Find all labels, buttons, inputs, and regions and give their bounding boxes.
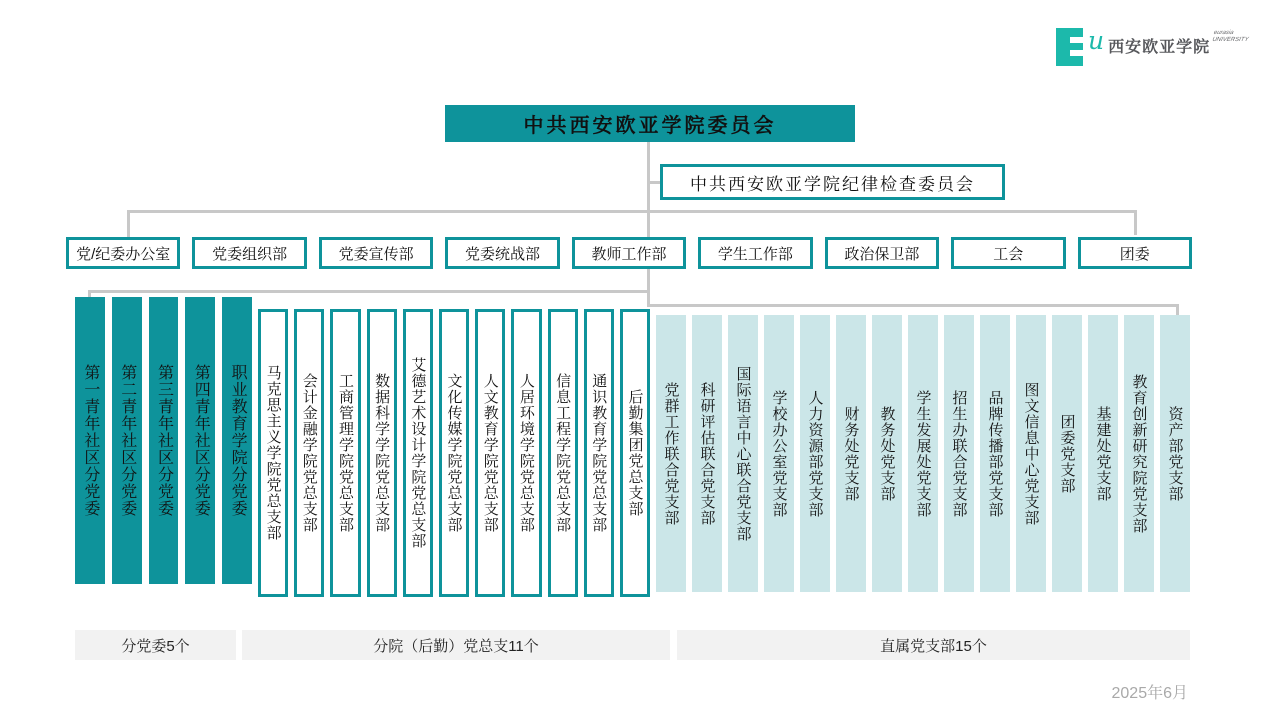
direct-branch-column: 品牌传播部党支部 <box>980 315 1010 592</box>
connector-departments-right-drop <box>1134 210 1137 235</box>
branch-committee-column: 第二青年社区分党委 <box>112 297 142 584</box>
logo-tagline: eurasia UNIVERSITY <box>1211 30 1250 43</box>
general-branch-column: 文化传媒学院党总支部 <box>439 309 469 597</box>
direct-branch-column: 教育创新研究院党支部 <box>1124 315 1154 592</box>
logo-e-icon <box>1056 28 1083 66</box>
university-logo <box>1056 28 1249 66</box>
summary-bar-branch-committees: 分党委5个 <box>75 630 236 660</box>
general-branch-column: 人文教育学院党总支部 <box>475 309 505 597</box>
general-branch-column: 数据科学学院党总支部 <box>367 309 397 597</box>
direct-branch-column: 教务处党支部 <box>872 315 902 592</box>
branch-committee-column: 第四青年社区分党委 <box>185 297 215 584</box>
logo-script-u: u <box>1088 26 1105 55</box>
direct-branch-column: 国际语言中心联合党支部 <box>728 315 758 592</box>
general-branch-column: 会计金融学院党总支部 <box>294 309 324 597</box>
branch-committee-column: 职业教育学院分党委 <box>222 297 252 584</box>
department-box: 学生工作部 <box>698 237 812 269</box>
direct-branch-column: 科研评估联合党支部 <box>692 315 722 592</box>
department-box: 团委 <box>1078 237 1192 269</box>
direct-branch-column: 党群工作联合党支部 <box>656 315 686 592</box>
direct-branch-group <box>656 315 1190 592</box>
general-branch-column: 通识教育学院党总支部 <box>584 309 614 597</box>
branch-committee-column: 第一青年社区分党委 <box>75 297 105 584</box>
direct-branch-column: 团委党支部 <box>1052 315 1082 592</box>
general-branch-column: 后勤集团党总支部 <box>620 309 650 597</box>
general-branch-column: 人居环境学院党总支部 <box>511 309 541 597</box>
summary-bar-direct-branches: 直属党支部15个 <box>677 630 1190 660</box>
connector-trunk <box>647 142 650 307</box>
branch-committee-group <box>75 297 252 584</box>
discipline-committee-box: 中共西安欧亚学院纪律检查委员会 <box>660 164 1005 200</box>
department-box: 党/纪委办公室 <box>66 237 180 269</box>
general-branch-group <box>258 309 650 597</box>
general-branch-column: 工商管理学院党总支部 <box>330 309 360 597</box>
general-branch-column: 信息工程学院党总支部 <box>548 309 578 597</box>
summary-bar-general-branches: 分院（后勤）党总支11个 <box>242 630 670 660</box>
connector-branches-right-line <box>647 304 1179 307</box>
connector-discipline-branch <box>647 181 660 184</box>
direct-branch-column: 学生发展处党支部 <box>908 315 938 592</box>
direct-branch-column: 学校办公室党支部 <box>764 315 794 592</box>
general-branch-column: 马克思主义学院党总支部 <box>258 309 288 597</box>
root-committee-box: 中共西安欧亚学院委员会 <box>445 105 855 142</box>
direct-branch-column: 基建处党支部 <box>1088 315 1118 592</box>
direct-branch-column: 人力资源部党支部 <box>800 315 830 592</box>
branch-committee-column: 第三青年社区分党委 <box>149 297 179 584</box>
department-box: 教师工作部 <box>572 237 686 269</box>
direct-branch-column: 招生办联合党支部 <box>944 315 974 592</box>
direct-branch-column: 图文信息中心党支部 <box>1016 315 1046 592</box>
connector-departments-left-drop <box>127 210 130 238</box>
logo-university-name: 西安欧亚学院 <box>1108 39 1211 56</box>
general-branch-column: 艾德艺术设计学院党总支部 <box>403 309 433 597</box>
connector-branches-left-line <box>88 290 650 293</box>
department-box: 工会 <box>951 237 1065 269</box>
department-box: 党委宣传部 <box>319 237 433 269</box>
direct-branch-column: 资产部党支部 <box>1160 315 1190 592</box>
department-box: 政治保卫部 <box>825 237 939 269</box>
direct-branch-column: 财务处党支部 <box>836 315 866 592</box>
date-label: 2025年6月 <box>1111 685 1188 702</box>
department-box: 党委统战部 <box>445 237 559 269</box>
department-box: 党委组织部 <box>192 237 306 269</box>
department-row <box>66 237 1192 269</box>
connector-departments-line <box>127 210 1137 213</box>
